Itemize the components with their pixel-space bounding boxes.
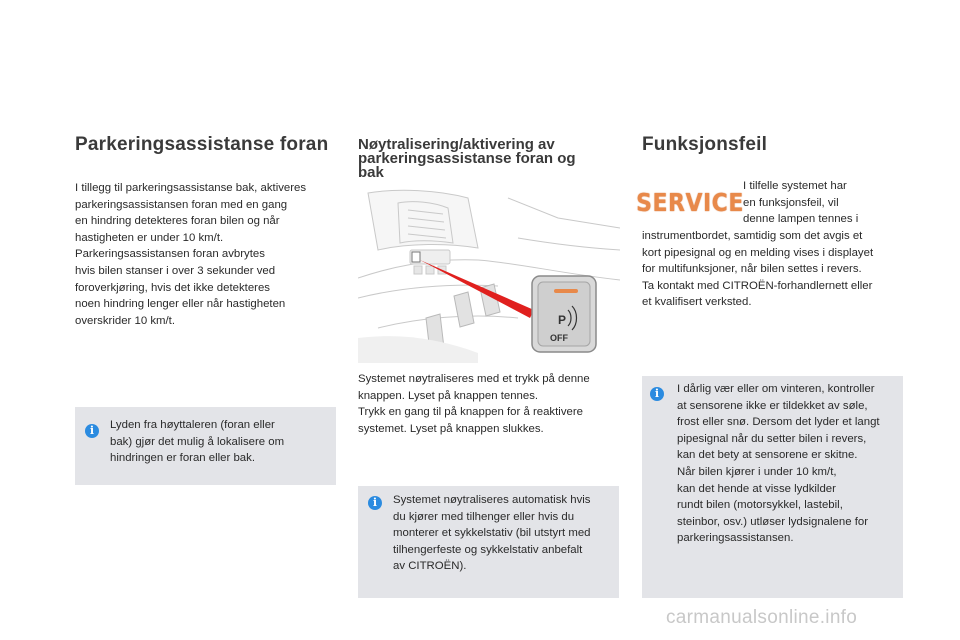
info-box-speaker bbox=[75, 407, 336, 485]
watermark: carmanualsonline.info bbox=[666, 607, 858, 628]
malfunction-paragraph: instrumentbordet, samtidig som det avgis et kort pipesignal og en melding vises i displayet for multifunksjoner, når bilen settes i revers. Ta kontakt med CITROËN-forhandlernett eller et kvalifisert verksted. bbox=[642, 230, 874, 309]
info-box-sensors bbox=[642, 376, 903, 598]
front-assist-paragraph: I tillegg til parkeringsassistanse bak, aktiveres parkeringsassistansen foran med en gang en hindring detekteres foran bilen og når hastigheten er under 10 km/t. Parkeringsassistansen foran avbrytes hvis bilen stanser i over 3 sekunder ved foroverkjøring, hvis det ikke detekteres noen hindring lenger eller når hastigheten overskrider 10 km/t. bbox=[75, 182, 307, 327]
info-icon: i bbox=[650, 387, 664, 401]
button-indicator-light bbox=[554, 289, 578, 293]
title-neutralization: Nøytralisering/aktivering av parkeringsassistanse foran og bak bbox=[358, 136, 576, 181]
info-icon: i bbox=[85, 424, 99, 438]
info-text-trailer: Systemet nøytraliseres automatisk hvis du kjører med tilhenger eller hvis du monterer et sykkelstativ (bil utstyrt med tilhengerfeste og sykkelstativ anbefalt av CITROËN). bbox=[393, 494, 591, 573]
park-assist-off-button bbox=[532, 276, 596, 352]
service-warning-lamp bbox=[636, 178, 744, 228]
info-icon: i bbox=[368, 496, 382, 510]
button-p-symbol: P bbox=[558, 313, 567, 327]
pedals bbox=[358, 284, 500, 363]
title-malfunction: Funksjonsfeil bbox=[642, 134, 768, 155]
service-lamp-label: SERVICE bbox=[636, 188, 744, 218]
neutralization-paragraph: Systemet nøytraliseres med et trykk på denne knappen. Lyset på knappen tennes. Trykk en gang til på knappen for å reaktivere systemet. Lyset på knappen slukkes. bbox=[358, 373, 590, 435]
button-off-label: OFF bbox=[550, 333, 568, 343]
title-front-parking-assist: Parkeringsassistanse foran bbox=[75, 134, 329, 155]
info-box-trailer bbox=[358, 486, 619, 598]
malfunction-side-text: I tilfelle systemet har en funksjonsfeil, vil denne lampen tennes i bbox=[743, 180, 859, 226]
dashboard-illustration bbox=[358, 188, 620, 363]
switch-location bbox=[412, 252, 420, 262]
info-text-sensors: I dårlig vær eller om vinteren, kontroller at sensorene ikke er tildekket av søle, frost eller snø. Dersom det lyder et langt pipesignal når du setter bilen i revers, kan det bety at sensorene er skitne. Når bilen kjører i under 10 km/t, kan det hende at visse lydkilder rundt bilen (motorsykkel, lastebil, steinbor, osv.) utløser lydsignalene for parkeringsassistansen. bbox=[677, 383, 880, 545]
info-text-speaker: Lyden fra høyttaleren (foran eller bak) gjør det mulig å lokalisere om hindringen er foran eller bak. bbox=[110, 419, 285, 465]
highlight-leader bbox=[420, 260, 534, 318]
